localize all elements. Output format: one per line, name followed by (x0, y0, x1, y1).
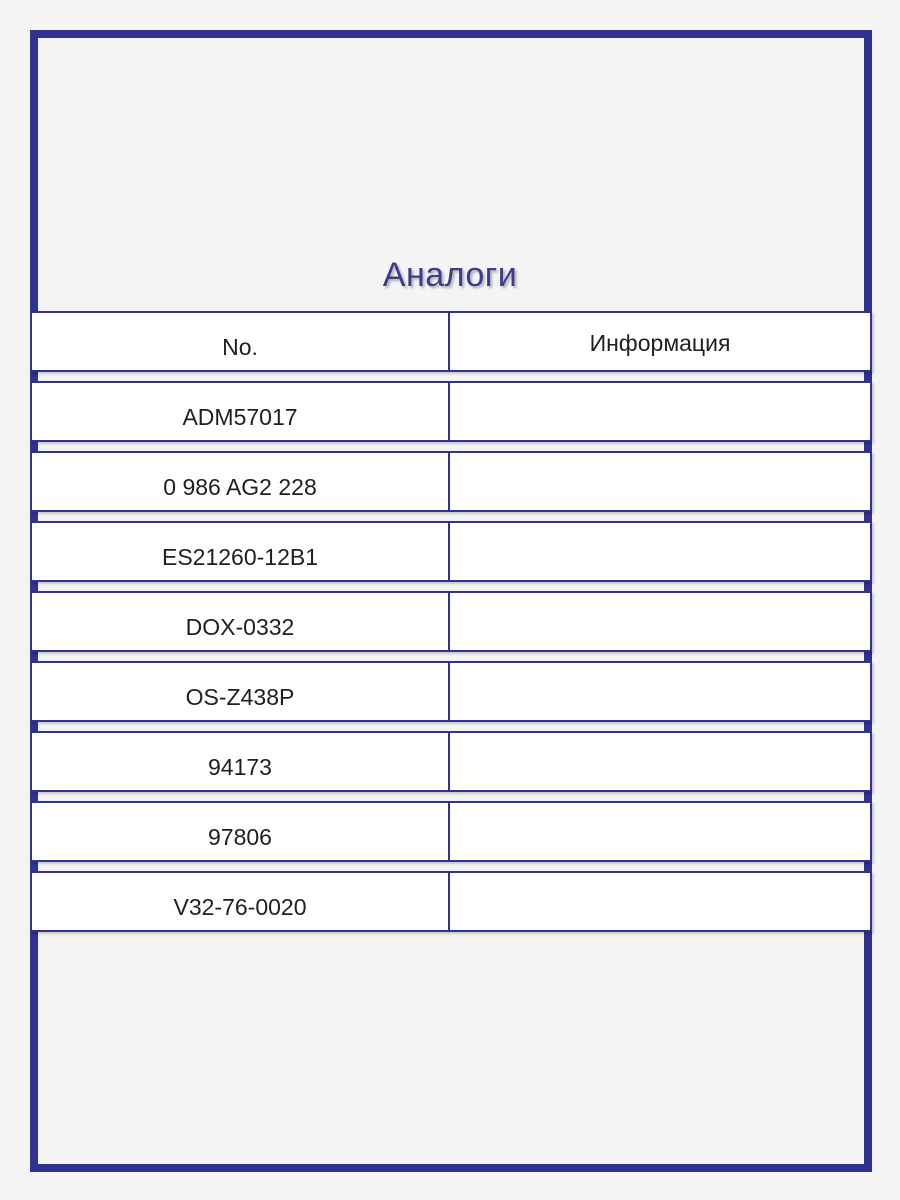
cell-info (450, 663, 870, 720)
header-no: No. (32, 313, 450, 370)
cell-info (450, 383, 870, 440)
table-row (30, 871, 872, 932)
cell-info (450, 453, 870, 510)
cell-no: 0 986 AG2 228 (32, 453, 450, 510)
header-info: Информация (589, 330, 731, 356)
cell-no: OS-Z438P (32, 663, 450, 720)
cell-no: ADM57017 (32, 383, 450, 440)
analogs-table (30, 311, 872, 941)
table-row (30, 801, 872, 862)
cell-no: 97806 (32, 803, 450, 860)
cell-no: ES21260-12B1 (32, 523, 450, 580)
cell-no: DOX-0332 (32, 593, 450, 650)
table-row (30, 381, 872, 442)
table-row (30, 731, 872, 792)
cell-info (450, 733, 870, 790)
cell-info (450, 593, 870, 650)
cell-info (450, 803, 870, 860)
table-row (30, 451, 872, 512)
table-row (30, 661, 872, 722)
table-row (30, 591, 872, 652)
cell-info (450, 523, 870, 580)
cell-info (450, 873, 870, 930)
page-title: Аналоги (382, 256, 518, 294)
table-header-row (30, 311, 872, 372)
cell-no: V32-76-0020 (32, 873, 450, 930)
table-row (30, 521, 872, 582)
cell-no: 94173 (32, 733, 450, 790)
